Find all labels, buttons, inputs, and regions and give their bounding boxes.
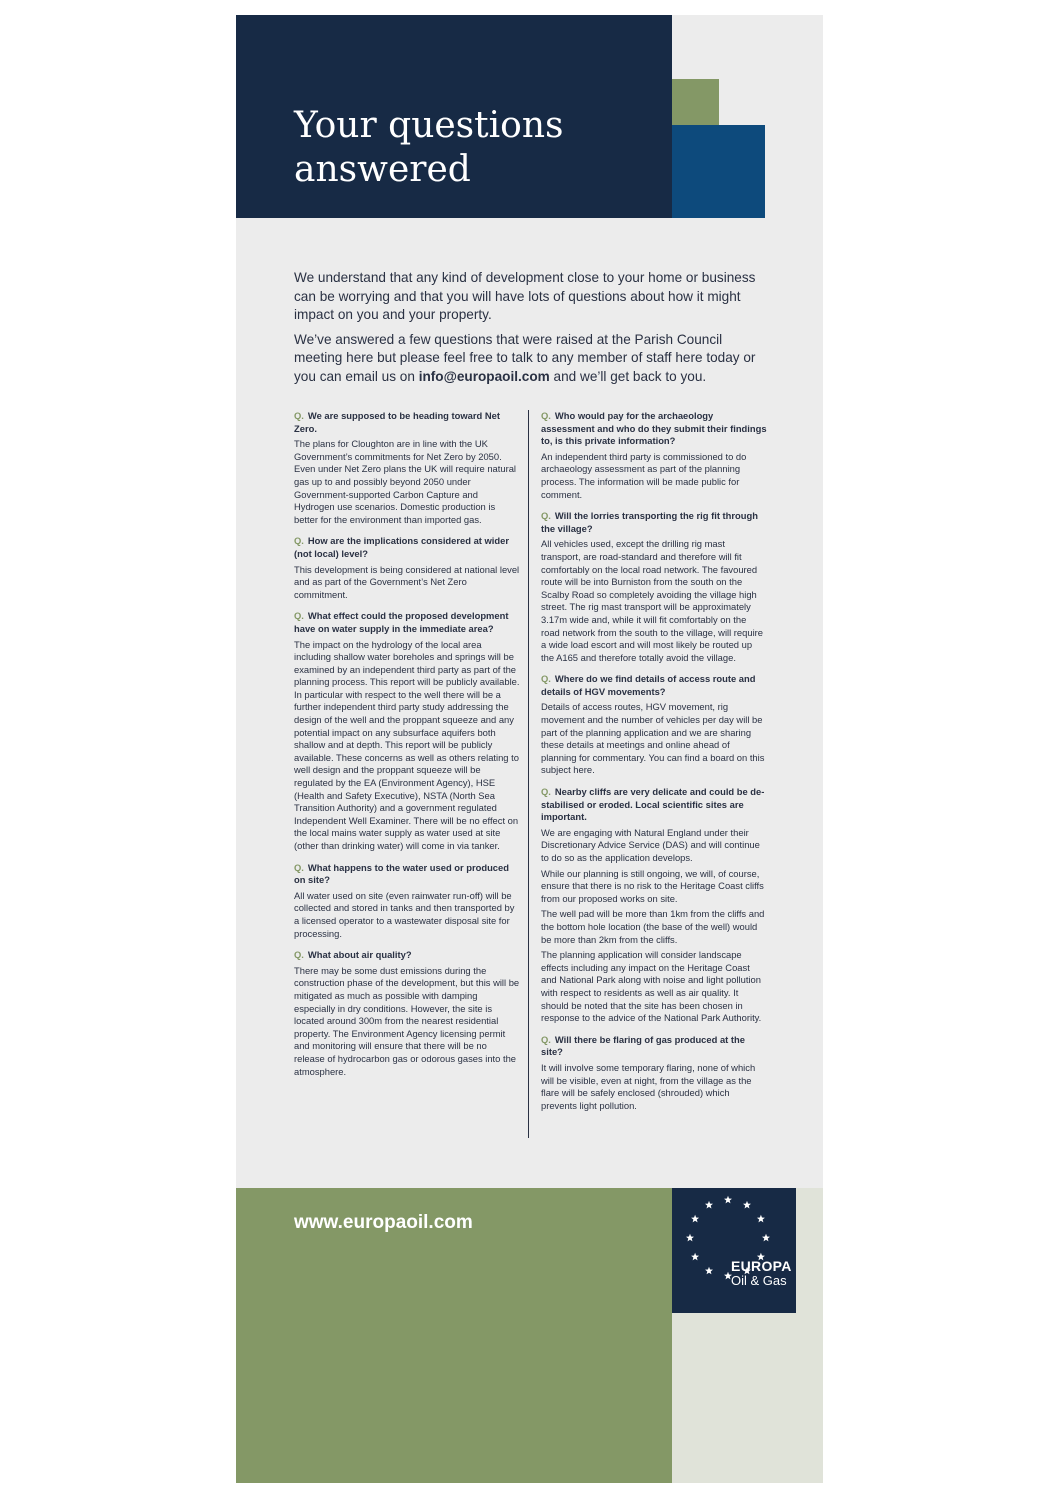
faq-question (294, 949, 520, 962)
faq-question (541, 510, 767, 535)
faq-item (541, 786, 767, 1025)
contact-email-link[interactable]: info@europaoil.com (418, 368, 550, 384)
faq-answer: The plans for Cloughton are in line with the UK Government’s commitments for Net Zero by 2050. Even under Net Zero plans the UK will require natural gas up to and possibly beyond 2050 under Government-supported Carbon Capture and Hydrogen use scenarios. Domestic production is better for the environment than imported gas. (294, 438, 516, 525)
question-marker: Q. (541, 1033, 551, 1045)
question-marker: Q. (541, 786, 551, 798)
faq-question-text: Will the lorries transporting the rig fit through the village? (541, 510, 758, 534)
logo-star (705, 1201, 713, 1209)
faq-question (541, 410, 767, 448)
intro-paragraph-2-start: We’ve answered a few questions that were raised at the Parish Council meeting here but please feel free to talk to any member of staff here today or you can email us on (294, 331, 756, 384)
intro-paragraph-2 (294, 331, 764, 387)
intro-paragraph-2-end: and we’ll get back to you. (549, 368, 707, 384)
question-marker: Q. (294, 949, 304, 961)
question-marker: Q. (294, 410, 304, 421)
faq-item (294, 535, 520, 601)
faq-answer: All vehicles used, except the drilling rig mast transport, are road-standard and therefore will fit comfortably on the local road network. The favoured route will be into Burniston from the south on the Scalby Road so completely avoiding the village high street. The rig mast transport will be approximately 3.17m wide and, while it will fit comfortably on the road network from the south to the village, will require a wide load escort and will most likely be routed up the A165 and therefore totally avoid the village. (541, 538, 763, 663)
faq-answer: Details of access routes, HGV movement, rig movement and the number of vehicles per day will be part of the planning application and we are sharing these details at meetings and online ahead of planning for commentary. You can find a board on this subject here. (541, 701, 765, 776)
logo-star (691, 1215, 699, 1223)
faq-question-text: What happens to the water used or produced on site? (294, 861, 509, 886)
faq-question-text: Nearby cliffs are very delicate and could be de-stabilised or eroded. Local scientific sites are important. (541, 786, 765, 823)
europa-logo (672, 1188, 796, 1313)
logo-star (724, 1196, 732, 1204)
faq-item (294, 610, 520, 852)
faq-answer: It will involve some temporary flaring, none of which will be visible, even at night, from the village as the flare will be safely enclosed (shrouded) which prevents light pollution. (541, 1061, 756, 1111)
faq-answer: While our planning is still ongoing, we will, of course, ensure that there is no risk to the Heritage Coast cliffs from our proposed works on site. (541, 867, 764, 904)
intro-paragraph-1: We understand that any kind of development close to your home or business can be worrying and that you will have lots of questions about how it might impact on you and your property. (294, 270, 756, 322)
faq-answer: The planning application will consider landscape effects including any impact on the Heritage Coast and National Park along with noise and light pollution with respect to residents as well as air quality. It should be noted that the site has been chosen in response to the advice of the National Park Authority. (541, 949, 762, 1024)
faq-item (541, 510, 767, 664)
logo-text-oil-gas: Oil & Gas (731, 1273, 787, 1288)
faq-question-text: Will there be flaring of gas produced at the site? (541, 1033, 745, 1058)
question-marker: Q. (541, 410, 551, 421)
faq-item (294, 949, 520, 1078)
faq-item (541, 673, 767, 777)
intro-text (294, 269, 764, 392)
faq-answer: We are engaging with Natural England under their Discretionary Advice Service (DAS) and will continue to do so as the application develops. (541, 826, 760, 863)
faq-answer: There may be some dust emissions during the construction phase of the development, but this will be mitigated as much as possible with damping especially in dry conditions. However, the site is located around 300m from the nearest residential property. The Environment Agency licensing permit and monitoring will ensure that there will be no release of hydrocarbon gas or odorous gases into the atmosphere. (294, 964, 520, 1077)
faq-question (294, 410, 520, 435)
logo-star (705, 1267, 713, 1275)
column-divider (528, 410, 529, 1138)
faq-question (294, 610, 520, 635)
faq-question (294, 535, 520, 560)
question-marker: Q. (294, 535, 304, 547)
faq-question-text: Where do we find details of access route and details of HGV movements? (541, 673, 756, 697)
faq-answer: The well pad will be more than 1km from the cliffs and the bottom hole location (the base of the well) would be more than 2km from the cliffs. (541, 908, 765, 945)
logo-star (691, 1253, 699, 1261)
faq-question-text: We are supposed to be heading toward Net Zero. (294, 410, 500, 434)
faq-question-text: How are the implications considered at wider (not local) level? (294, 535, 509, 559)
faq-right-column (541, 410, 767, 1121)
page-title: Your questions answered (294, 105, 564, 190)
question-marker: Q. (294, 861, 304, 873)
faq-question-text: What effect could the proposed development have on water supply in the immediate area? (294, 610, 509, 634)
logo-star (686, 1234, 694, 1242)
faq-item (541, 410, 767, 501)
decorative-green-square (672, 79, 719, 125)
faq-item (541, 1034, 767, 1113)
faq-question (541, 673, 767, 698)
faq-question-text: What about air quality? (307, 949, 412, 961)
faq-answer: This development is being considered at national level and as part of the Government’s Net Zero commitment. (294, 563, 520, 600)
faq-left-column (294, 410, 520, 1087)
logo-star (762, 1234, 770, 1242)
logo-star (743, 1201, 751, 1209)
faq-question-text: Who would pay for the archaeology assessment and who do they submit their findings to, is this private information? (541, 410, 767, 447)
decorative-blue-square (672, 125, 765, 218)
faq-question (541, 1034, 767, 1059)
faq-item (294, 862, 520, 941)
faq-answer: All water used on site (even rainwater run-off) will be collected and stored in tanks and then transported by a licensed operator to a wastewater disposal site for processing. (294, 889, 515, 939)
website-link[interactable]: www.europaoil.com (294, 1212, 473, 1233)
faq-question (294, 862, 520, 887)
question-marker: Q. (541, 673, 551, 685)
logo-star (757, 1215, 765, 1223)
faq-item (294, 410, 520, 526)
question-marker: Q. (294, 610, 304, 622)
faq-question (541, 786, 767, 824)
star-ring-icon (672, 1188, 796, 1313)
faq-answer: The impact on the hydrology of the local area including shallow water boreholes and springs will be examined by an independent third party as part of the planning process. This report will be publicly available. In particular with respect to the well there will be a further independent third party study addressing the design of the well and the proppant squeeze and any potential impact on any subsurface aquifers both shallow and at depth. This report will be publicly available. These concerns as well as others relating to well design and the proppant squeeze will be regulated by the EA (Environment Agency), HSE (Health and Safety Executive), NSTA (North Sea Transition Authority) and a government regulated Independent Well Examiner. There will be no effect on the local mains water supply as water used at site (other than drinking water) will come in via tanker. (294, 638, 520, 851)
logo-text-europa: EUROPA (731, 1258, 792, 1274)
question-marker: Q. (541, 510, 551, 522)
faq-answer: An independent third party is commissioned to do archaeology assessment as part of the planning process. The information will be made public for comment. (541, 450, 747, 500)
